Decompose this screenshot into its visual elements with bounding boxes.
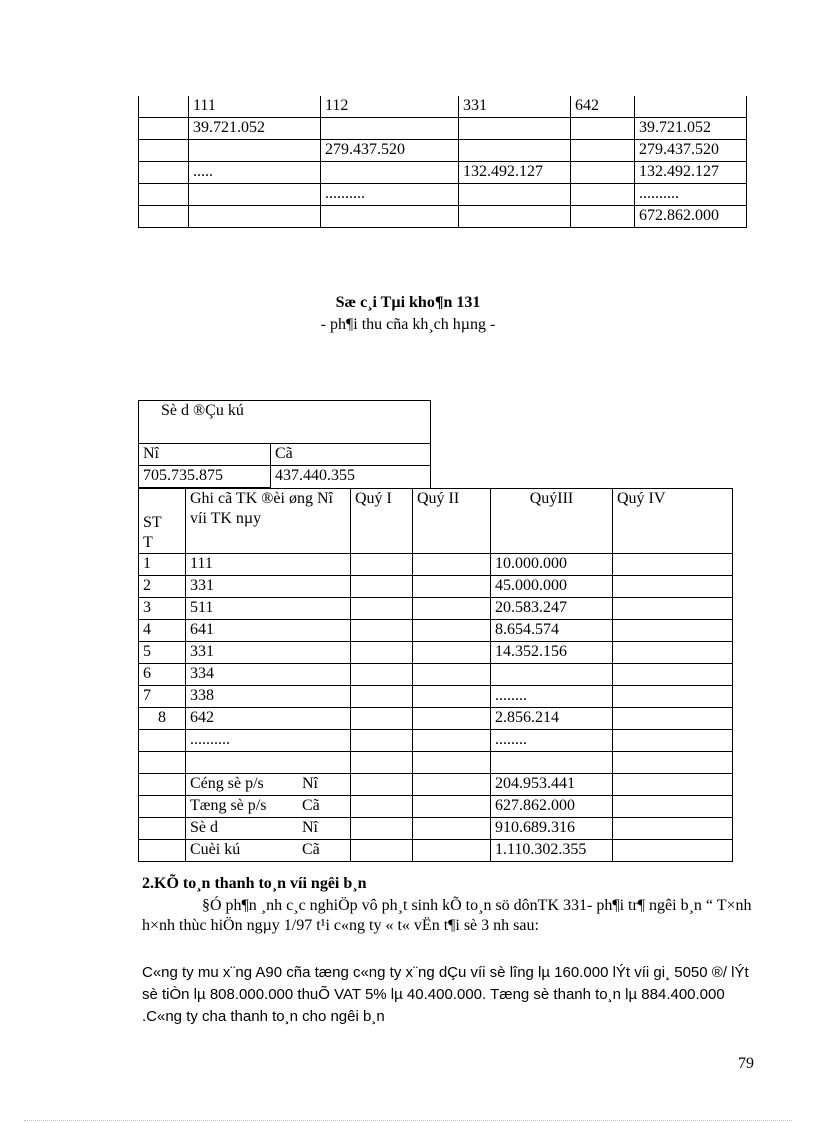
table-cell: 279.437.520 (321, 140, 459, 162)
col-header-q3: QuýIII (491, 489, 613, 554)
table-row (139, 184, 747, 206)
table-cell: 279.437.520 (635, 140, 747, 162)
table-cell (189, 140, 321, 162)
table-row: .......... ........ (139, 730, 733, 752)
table-cell: 39.721.052 (635, 118, 747, 140)
table-total-row: Sè d Nî 910.689.316 (139, 818, 733, 840)
table-cell: 437.440.355 (271, 466, 431, 488)
table-cell: ..... (189, 162, 321, 184)
col-header-description: Ghi cã TK ®èi øng Nî víi TK nµy (186, 489, 351, 554)
ledger-table (138, 488, 733, 862)
table-cell: 672.862.000 (635, 206, 747, 228)
table-cell (635, 96, 747, 118)
table-cell: 112 (321, 96, 459, 118)
section-paragraph-1: §Ó ph¶n ¸nh c¸c nghiÖp vô ph¸t sinh kÕ to¸n sö dônTK 331- ph¶i tr¶ ngêi b¸n “ T×nh h×nh thùc hiÖn ngµy 1/97 t¹i c«ng ty « t« vËn t¶i sè 3 nh sau: (142, 897, 752, 934)
table-row (139, 444, 431, 466)
table-cell: 39.721.052 (189, 118, 321, 140)
table-cell (321, 162, 459, 184)
section-heading: 2.KÕ to¸n thanh to¸n víi ngêi b¸n (142, 875, 367, 892)
table-row (139, 96, 747, 118)
table-row: 1 111 10.000.000 (139, 554, 733, 576)
table-cell: 132.492.127 (635, 162, 747, 184)
table-row: 5 331 14.352.156 (139, 642, 733, 664)
ledger-title: Sæ c¸i Tµi kho¶n 131 (335, 294, 481, 311)
table-cell: 111 (189, 96, 321, 118)
table-total-row: Tæng sè p/s Cã 627.862.000 (139, 796, 733, 818)
page-bottom-divider (24, 1120, 792, 1121)
page-number: 79 (738, 1055, 754, 1072)
table-cell: 642 (571, 96, 635, 118)
table-cell (459, 118, 571, 140)
table-cell (571, 140, 635, 162)
opening-balance-table (138, 400, 431, 488)
table-cell (571, 184, 635, 206)
col-header-stt: ST T (139, 489, 186, 554)
table-total-row: Cuèi kú Cã 1.110.302.355 (139, 840, 733, 862)
table-cell (189, 206, 321, 228)
table-row (139, 752, 733, 774)
table-row (139, 140, 747, 162)
table-row: 7 338 ........ (139, 686, 733, 708)
table-row: 3 511 20.583.247 (139, 598, 733, 620)
section-paragraph-2: C«ng ty mu x¨ng A90 cña tæng c«ng ty x¨ng dÇu víi sè lîng lµ 160.000 lÝt víi gi¸ 5050 ®/ lÝt sè tiÒn lµ 808.000.000 thuÕ VAT 5% lµ 40.400.000. Tæng sè thanh to¸n lµ 884.400.000 .C«ng ty cha thanh to¸n cho ngêi b¸n (142, 964, 749, 1025)
ledger-subtitle: - ph¶i thu cña kh¸ch hµng - (320, 316, 496, 333)
table-row (139, 162, 747, 184)
table-row (139, 401, 431, 444)
table-row (139, 118, 747, 140)
table-row: 8 642 2.856.214 (139, 708, 733, 730)
col-header-q2: Quý II (413, 489, 491, 554)
table-total-row: Céng sè p/s Nî 204.953.441 (139, 774, 733, 796)
table-row: 6 334 (139, 664, 733, 686)
table-cell: .......... (635, 184, 747, 206)
table-cell (459, 184, 571, 206)
table-row (139, 466, 431, 488)
col-header-q1: Quý I (351, 489, 413, 554)
table-cell (321, 118, 459, 140)
table-cell (321, 206, 459, 228)
table-cell (571, 206, 635, 228)
table-row: 4 641 8.654.574 (139, 620, 733, 642)
table-cell: 132.492.127 (459, 162, 571, 184)
col-header-q4: Quý IV (613, 489, 733, 554)
table-row (139, 206, 747, 228)
table-cell: .......... (321, 184, 459, 206)
opening-label: Sè d ®Çu kú (161, 402, 244, 419)
table-cell (459, 206, 571, 228)
table-cell (571, 162, 635, 184)
top-table (138, 96, 747, 228)
table-cell (459, 140, 571, 162)
table-cell: 331 (459, 96, 571, 118)
table-cell (571, 118, 635, 140)
table-cell: Nî (139, 444, 271, 466)
table-cell (189, 184, 321, 206)
table-row: 2 331 45.000.000 (139, 576, 733, 598)
table-cell: Cã (271, 444, 431, 466)
table-cell: 705.735.875 (139, 466, 271, 488)
table-header-row (139, 489, 733, 554)
